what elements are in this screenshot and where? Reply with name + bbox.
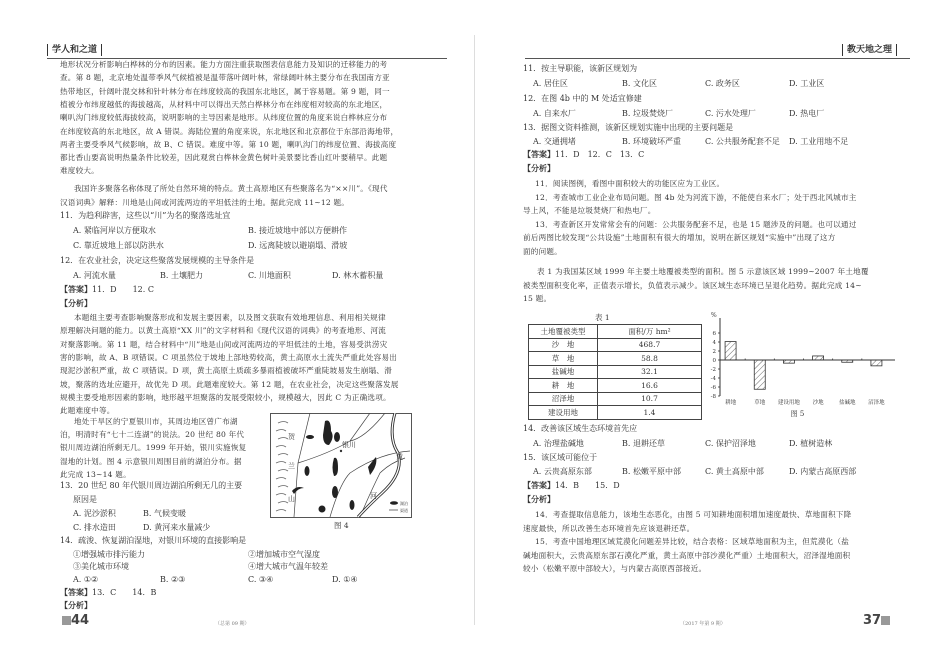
q13-option-a[interactable]: A. 泥沙淤积: [73, 509, 116, 518]
page-number-left: [62, 613, 89, 628]
left-footer: （总第 09 期）: [215, 621, 250, 627]
page-marker-square: [881, 616, 890, 625]
bar-5: [871, 360, 882, 366]
table-header-area: 面积/万 hm²: [598, 325, 702, 339]
q14-option-a[interactable]: A. ①②: [73, 575, 99, 584]
right-footer: （2017 年第 9 期）: [680, 621, 726, 627]
r-q15-option-c[interactable]: C. 黄土高原中部: [705, 467, 764, 476]
text-line: 13．考查新区开发常常会有的问题：公共服务配套不足，也是 15 题涉及的问题。也可以通过: [535, 219, 857, 229]
map-label-shan: 山: [288, 495, 295, 503]
r-q12-option-d[interactable]: D. 热电厂: [789, 109, 825, 118]
answer-text: 11．D 12．C 13．C: [555, 150, 645, 159]
q14-item-3: ③美化城市环境: [73, 562, 129, 571]
y-tick-label: -8: [710, 394, 716, 400]
left-header: 学人和之道: [47, 44, 102, 56]
r-q14-option-c[interactable]: C. 保护沼泽地: [705, 439, 756, 448]
r-question-12-stem: 12．在图 4b 中的 M 处适宜修建: [523, 94, 642, 103]
r-q13-option-d[interactable]: D. 工业用地不足: [789, 137, 849, 146]
table-cell-area: 10.7: [598, 392, 702, 406]
text-line: 面的问题。: [523, 246, 562, 256]
text-line: 速度最快，所以改善生态环境首先应该退耕还草。: [523, 523, 695, 533]
answer-label: 【答案】: [523, 150, 555, 159]
q13-option-d[interactable]: D. 黄河来水量减少: [143, 523, 211, 532]
table-cell-type: 沙 地: [529, 338, 598, 352]
text-line: 较小（松嫩平原中部较大），与内蒙古高原西部接近。: [523, 564, 707, 573]
x-tick-label: 沼泽地: [868, 400, 885, 406]
r-question-15-stem: 15．该区域可能位于: [523, 453, 598, 462]
text-line: 15 题。: [523, 294, 552, 303]
y-tick-label: -2: [710, 367, 716, 373]
map-label-he-river: 河: [370, 492, 377, 500]
bar-0: [725, 342, 736, 360]
text-line: 两者主要受季风气候影响，故 B、C 错误。难度中等。第 10 题，喇叭沟门的纬度位置、海拔高度: [60, 139, 397, 149]
right-header-rule: [525, 58, 910, 59]
text-line: 地形状况分析影响白桦林的分布的因素。能力方面注重获取图表信息能力及知识的迁移能力的考: [60, 60, 388, 69]
r-q11-option-c[interactable]: C. 政务区: [705, 79, 740, 88]
bar-chart-figure-5: [700, 310, 900, 420]
analysis-label: [60, 298, 92, 310]
text-line: 原理解决问题的能力。以黄土高原“XX 川”的文字材料和《现代汉语的词典》的考查地形、河流: [60, 326, 386, 336]
x-tick-label: 沙地: [812, 400, 824, 406]
x-tick-label: 耕地: [725, 400, 737, 406]
r-q15-option-d[interactable]: D. 内蒙古高原西部: [789, 467, 857, 476]
text-line: 害的影响，故 A、B 项错误。C 项虽然位于坡地上部地势较高，黄土高原水土流失严重此处容易出: [60, 352, 398, 362]
text-line: 在纬度较高的东北地区，故 A 错误。海陆位置的角度来说，东北地区和北京都位于东部沿海地带，: [60, 126, 399, 136]
q11-option-d[interactable]: D. 远离陡坡以避崩塌、滑坡: [248, 241, 348, 250]
legend-canal: 渠道: [400, 508, 408, 513]
table-cell-type: 草 地: [529, 352, 598, 366]
text-line: 被类型面积变化率，正值表示增长，负值表示减少。该区域生态环境已呈退化趋势。据此完成 14~: [523, 280, 862, 290]
table-1: [528, 324, 702, 420]
text-line: 现泥沙淤积严重，故 C 项错误。D 项，黄土高原土质疏多暴雨植被破坏严重陡坡易发生崩塌、滑: [60, 366, 392, 376]
q12-option-d[interactable]: D. 林木蓄积量: [332, 271, 384, 280]
q12-option-b[interactable]: B. 土壤肥力: [160, 271, 203, 280]
analysis-label-2: [60, 600, 92, 612]
bar-4: [842, 360, 853, 362]
r-answer-11-13: [523, 149, 644, 161]
bar-2: [783, 360, 794, 363]
analysis-label-text: 【分析】: [60, 601, 92, 610]
q11-option-c[interactable]: C. 靠近坡地上部以防洪水: [73, 241, 164, 250]
text-line: 查。第 8 题，北京地处温带季风气候植被是温带落叶阔叶林，常绿阔叶林主要分布在我国南方亚: [60, 73, 390, 83]
text-line: 此完成 13~14 题。: [60, 469, 131, 479]
analysis-label-text: 【分析】: [523, 164, 555, 173]
r-q12-option-c[interactable]: C. 污水处理厂: [705, 109, 756, 118]
page-number-right: [863, 613, 890, 628]
q14-option-d[interactable]: D. ①④: [332, 575, 358, 584]
text-line: 植被分布纬度越低的海拔越高，从材料中可以得出天然白桦林分布在纬度相对较高的东北地区，: [60, 99, 388, 109]
map-caption: 图 4: [334, 521, 349, 530]
page-number-text: 44: [71, 613, 90, 628]
text-line: 坡，聚落的选址应避开，故优先 D 项。此题难度较大。第 12 题，在农业社会，决定这些聚落发展: [60, 379, 399, 389]
r-q13-option-a[interactable]: A. 交通拥堵: [533, 137, 576, 146]
text-line: 对聚落影响。第 11 题，结合材料中“川”地是山间或河流两边的平坦低洼的土地，容易受洪涝灾: [60, 339, 388, 349]
text-line: 本题组主要考查影响聚落形成和发展主要因素，以及图文获取有效地理信息、利用相关规律: [74, 313, 386, 322]
map-figure-4: [270, 413, 412, 518]
table-row: [529, 392, 702, 406]
y-tick-label: 2: [712, 349, 716, 355]
text-line: 湿地的计划。图 4 示意银川周围目前的湖泊分布。据: [60, 456, 242, 466]
table-cell-type: 耕 地: [529, 379, 598, 393]
answer-label: 【答案】: [60, 588, 92, 597]
r-question-13-stem: 13．据图文资料推测，该新区规划实施中出现的主要问题是: [523, 123, 734, 132]
table-row: [529, 338, 702, 352]
text-line: 喇叭沟门纬度较低海拔较高，说明影响的主导因素是地形。从纬度位置的角度来说白桦林应分布: [60, 113, 388, 123]
text-line: 11．阅读图例，看图中面积较大的功能区应为工业区。: [535, 179, 725, 188]
r-q14-option-a[interactable]: A. 治理盐碱地: [533, 439, 584, 448]
text-line: 汉语词典》解释：川地是山间或河流两边的平坦低洼的土地。据此完成 11~12 题。: [60, 197, 350, 207]
question-13-stem-cont: 原因是: [73, 495, 97, 504]
q14-item-4: ④增大城市气温年较差: [248, 562, 328, 571]
text-line: 表 1 为我国某区域 1999 年主要土地覆被类型的面积。图 5 示意该区域 1999~2007 年土地覆: [537, 267, 869, 276]
table-cell-type: 建设用地: [529, 406, 598, 420]
r-question-14-stem: 14．改善该区域生态环境首先应: [523, 424, 638, 433]
text-line: 规模主要受地形因素的影响，地形越平坦聚落的发展受限较小，规模越大，因此 C 为正确选项。: [60, 392, 391, 402]
table-header-row: [529, 325, 702, 339]
map-label-yinchuan: 银川: [342, 441, 356, 449]
q11-option-a[interactable]: A. 紧临河岸以方便取水: [73, 226, 156, 235]
chart-title: 图 5: [790, 410, 805, 418]
bar-3: [813, 356, 824, 360]
table-cell-area: 1.4: [598, 406, 702, 420]
table-cell-type: 沼泽地: [529, 392, 598, 406]
right-page: [475, 0, 950, 671]
map-label-lan: 兰: [288, 462, 295, 470]
map-label-huang: 黄: [396, 453, 403, 461]
answer-text: 13．C 14．B: [92, 588, 157, 597]
page-marker-square: [62, 616, 71, 625]
q14-item-2: ②增加城市空气湿度: [248, 550, 320, 559]
x-tick-label: 草地: [754, 400, 766, 406]
table-row: [529, 352, 702, 366]
r-analysis-label-2: [523, 494, 555, 506]
y-tick-label: 4: [712, 340, 716, 346]
text-line: 12．考查城市工业企业布局问题。图 4b 处为河流下游，不能使自来水厂；处于西北风城市主: [535, 192, 857, 202]
y-axis-label: %: [711, 312, 717, 319]
analysis-label-text: 【分析】: [523, 495, 555, 504]
r-q15-option-a[interactable]: A. 云贵高原东部: [533, 467, 592, 476]
text-line: 地处干旱区的宁夏银川市，其周边地区曾广布湖: [74, 417, 238, 426]
answer-text: 11．D 12. C: [92, 285, 154, 294]
answer-label: 【答案】: [60, 285, 92, 294]
r-q13-option-b[interactable]: B. 环境破坏严重: [622, 137, 681, 146]
r-q15-option-b[interactable]: B. 松嫩平原中部: [622, 467, 681, 476]
text-line: 前后两图比较发现“公共设施”土地面积有很大的增加，说明在新区规划“实施中”出现了这方: [523, 233, 836, 242]
r-q11-option-a[interactable]: A. 居住区: [533, 79, 568, 88]
table-row: [529, 406, 702, 420]
map-label-he: 贺: [288, 433, 295, 441]
text-line: 银川周边湖泊所剩无几。1999 年开始，银川实施恢复: [60, 443, 247, 453]
table-cell-area: 468.7: [598, 338, 702, 352]
r-question-11-stem: 11．按主导职能，该新区规划为: [523, 64, 638, 73]
r-q12-option-a[interactable]: A. 自来水厂: [533, 109, 576, 118]
analysis-label-text: 【分析】: [60, 299, 92, 308]
table-header-type: 土地覆被类型: [529, 325, 598, 339]
text-line: 14．考查提取信息能力，该地生态恶化，由图 5 可知耕地面积增加速度最快、草地面积下降: [535, 510, 852, 519]
answer-text: 14．B 15．D: [555, 481, 620, 490]
question-12-stem: 12．在农业社会，决定这些聚落发展规模的主导条件是: [60, 256, 255, 265]
y-tick-label: -4: [710, 376, 716, 382]
y-tick-label: 6: [712, 331, 716, 337]
r-q14-option-d[interactable]: D. 植树造林: [789, 439, 833, 448]
table-1-caption: 表 1: [595, 313, 610, 322]
text-line: 都比香山要高说明热量条件比较差，因此观赏白桦林金黄色树叶美景要比香山红叶要稍早。此题: [60, 153, 388, 163]
q14-option-c[interactable]: C. ③④: [248, 575, 274, 584]
answer-11-12: [60, 284, 154, 296]
right-header: 教天地之理: [842, 44, 897, 56]
table-row: [529, 365, 702, 379]
table-row: [529, 379, 702, 393]
r-q11-option-d[interactable]: D. 工业区: [789, 79, 825, 88]
answer-label: 【答案】: [523, 481, 555, 490]
q12-option-a[interactable]: A. 河流水量: [73, 271, 116, 280]
table-cell-area: 16.6: [598, 379, 702, 393]
question-11-stem: 11．为趋利辟害，这些以“川”为名的聚落选址宜: [60, 211, 231, 220]
question-14-stem: 14．疏浚、恢复湖泊湿地，对银川环境的直接影响是: [60, 536, 247, 545]
y-tick-label: -6: [710, 385, 716, 391]
question-13-stem: 13．20 世纪 80 年代银川周边湖泊所剩无几的主要: [60, 481, 243, 490]
text-line: 导上风，不能是垃圾焚烧厂和热电厂。: [523, 206, 656, 215]
text-line: 15．考查中国地理区域荒漠化问题差异比较，结合表格：区域草地面积为主，但荒漠化（盐: [535, 537, 850, 546]
table-cell-area: 32.1: [598, 365, 702, 379]
text-line: 泊，明清时有“七十二连湖”的说法。20 世纪 80 年代: [60, 430, 245, 440]
r-q13-option-c[interactable]: C. 公共服务配套不足: [705, 137, 780, 146]
r-q11-option-b[interactable]: B. 文化区: [622, 79, 657, 88]
y-tick-label: 0: [712, 358, 716, 364]
text-line: 我国许多聚落名称体现了所处自然环境的特点。黄土高原地区有些聚落名为“××川”。《现代: [74, 184, 388, 193]
answer-13-14: [60, 587, 156, 599]
page-number-text: 37: [863, 613, 882, 628]
text-line: 热带地区，针阔叶混交林和针叶林分布在纬度较高的我国东北地区，属于容易题。第 9 题，同一: [60, 86, 390, 96]
x-tick-label: 建设用地: [777, 400, 800, 406]
r-q12-option-b[interactable]: B. 垃圾焚烧厂: [622, 109, 673, 118]
q13-option-b[interactable]: B. 气候变暖: [143, 509, 186, 518]
r-answer-14-15: [523, 480, 620, 492]
table-cell-area: 58.8: [598, 352, 702, 366]
text-line: 碱地面积大，云贵高原东部石漠化严重，黄土高原中部沙漠化严重）土地面积大，沼泽湿地面积: [523, 550, 851, 560]
q14-item-1: ①增强城市排污能力: [73, 550, 145, 559]
q14-option-b[interactable]: B. ②③: [160, 575, 186, 584]
text-line: 难度较大。: [60, 166, 99, 176]
text-line: 此题难度中等。: [60, 406, 115, 416]
legend-lake: 湖泊: [400, 501, 408, 506]
q13-option-c[interactable]: C. 排水造田: [73, 523, 116, 532]
r-q14-option-b[interactable]: B. 退耕还草: [622, 439, 665, 448]
q12-option-c[interactable]: C. 川地面积: [248, 271, 291, 280]
table-cell-type: 盐碱地: [529, 365, 598, 379]
r-analysis-label: [523, 163, 555, 175]
q11-option-b[interactable]: B. 接近坡地中部以方便耕作: [248, 226, 347, 235]
x-tick-label: 盐碱地: [838, 400, 856, 406]
bar-1: [754, 360, 765, 389]
